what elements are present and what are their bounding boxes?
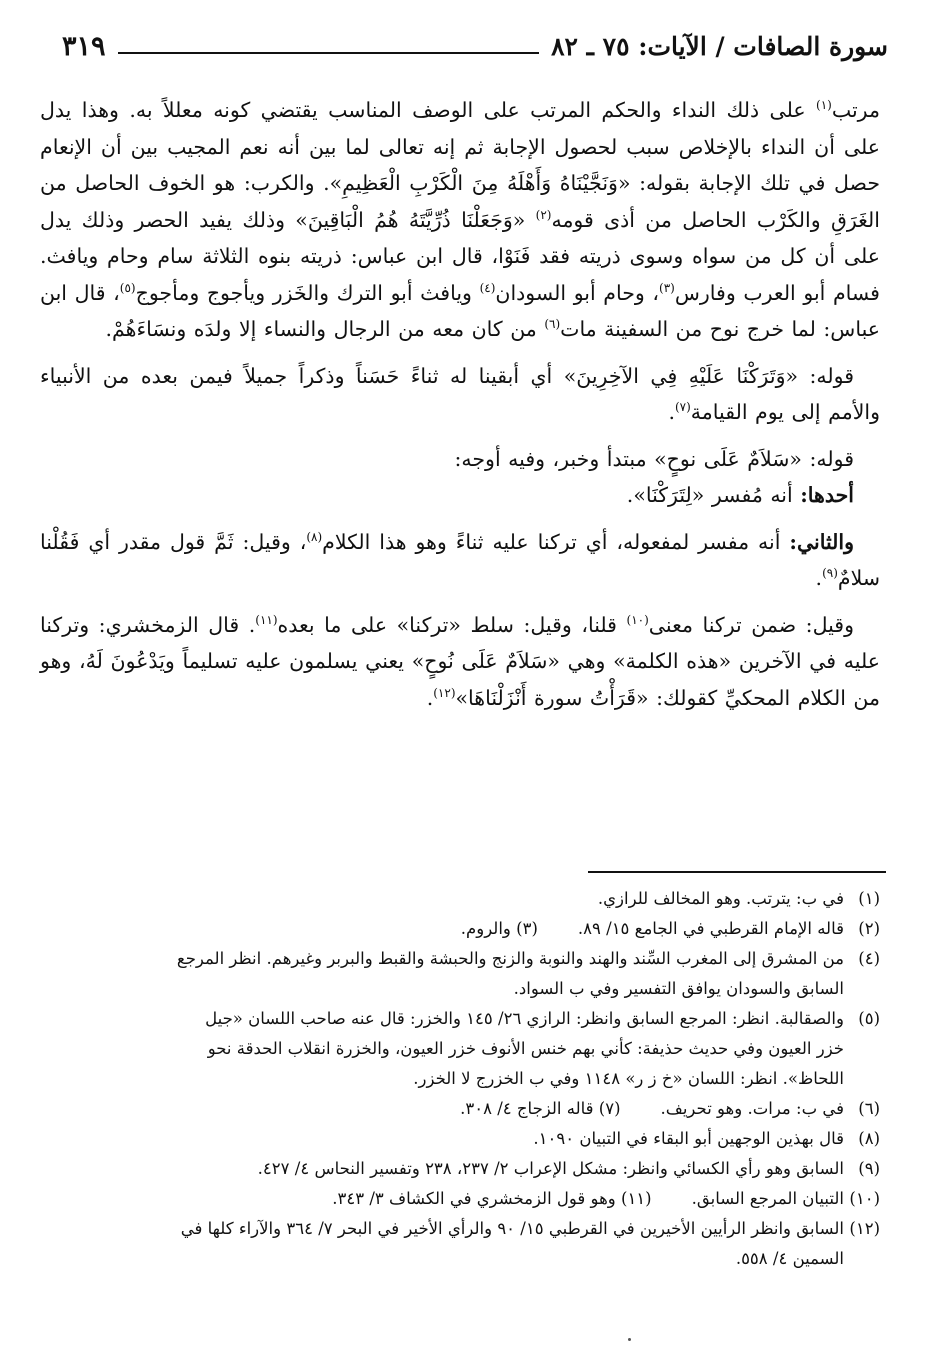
running-header: [62, 26, 888, 66]
text-run: .: [668, 400, 675, 424]
footnote-5-continued: اللحاظ». انظر: اللسان «خ ز ر» ١١٤٨ وفي ب الخزرج لا الخزر.: [413, 1069, 844, 1088]
paragraph-1: [40, 92, 880, 348]
footnote-text: والروم.: [460, 919, 511, 938]
text-run: من كان معه من الرجال والنساء إلا ولدَه ونسَاءَهُمْ.: [105, 317, 545, 341]
footnote-number: (٩): [858, 1159, 880, 1178]
footnote-6-7: [40, 1094, 880, 1124]
footnote-ref-2[interactable]: (٢): [535, 207, 552, 222]
footnote-text: في ب: يترتب. وهو المخالف للرازي.: [597, 889, 844, 908]
footnote-text: في ب: مرات. وهو تحريف.: [660, 1099, 844, 1118]
footnote-ref-10[interactable]: (١٠): [626, 612, 649, 627]
footnote-ref-1[interactable]: (١): [816, 98, 832, 113]
document-page: [40, 0, 888, 1372]
text-run: .: [815, 566, 823, 590]
footnote-2-3: [40, 914, 880, 944]
paragraph-4: [40, 477, 880, 514]
footnote-ref-8[interactable]: (٨): [306, 529, 323, 544]
footnote-number: (١٢): [849, 1219, 880, 1238]
text-run: قوله: «وَتَرَكْنَا عَلَيْهِ فِي الآخِرِينَ» أي أبقينا له ثناءً حَسَناً وذكراً جميلاً فيمن بعده من الأنبياء والأمم إلى يوم القيامة: [40, 363, 880, 424]
footnote-number: (١٠): [849, 1189, 880, 1208]
footnote-ref-3[interactable]: (٣): [659, 280, 675, 295]
footnote-text: قال بهذين الوجهين أبو البقاء في التبيان ١٠٩٠.: [533, 1129, 844, 1148]
text-run: على ذلك النداء والحكم المرتب على الوصف المناسب يقتضي كونه معللاً به.: [129, 98, 817, 122]
footnote-ref-4[interactable]: (٤): [479, 280, 496, 295]
footnote-4-continued: السابق والسودان يوافق التفسير وفي ب السواد.: [513, 979, 844, 998]
text-run: ويافث أبو الترك والخَزر ويأجوج ومأجوج: [135, 280, 480, 305]
footnote-5: [40, 1004, 880, 1034]
surah-title: سورة الصافات / الآيات: ٧٥ ـ ٨٢: [551, 31, 888, 61]
text-run: ، وقيل: ثَمَّ قول مقدر أي فَقُلْنا سلامٌ: [40, 529, 880, 590]
footnote-number: (١١): [621, 1189, 652, 1208]
paragraph-5: [40, 524, 880, 597]
footnote-text: السابق وانظر الرأيين الأخيرين في القرطبي ١٥/ ٩٠ والرأي الأخير في البحر ٧/ ٣٦٤ والآراء كلها في: [180, 1219, 844, 1238]
text-run: قوله: «سَلاَمٌ عَلَى نوحٍ» مبتدأ وخبر، وفيه أوجه:: [454, 446, 854, 471]
header-rule: [118, 52, 540, 54]
text-run: قلنا، وقيل: سلط «تركنا» على ما بعده: [277, 612, 627, 637]
footnote-text: التبيان المرجع السابق.: [691, 1189, 844, 1208]
footnote-number: (٦): [858, 1099, 880, 1118]
footnote-separator: [588, 871, 886, 873]
footnote-1: [40, 884, 880, 914]
main-text: [40, 92, 880, 716]
text-run: أنه مفسر لمفعوله، أي تركنا عليه ثناءً وهو هذا الكلام: [322, 529, 790, 554]
footnote-number: (٧): [598, 1099, 621, 1118]
print-speck: [628, 1338, 631, 1341]
footnote-12: [40, 1214, 880, 1244]
footnote-number: (٨): [858, 1129, 880, 1148]
text-run: .: [426, 685, 434, 710]
footnote-number: (٣): [516, 919, 538, 938]
text-run: وقيل: ضمن تركنا معنى: [648, 612, 854, 637]
footnote-9: [40, 1154, 880, 1184]
footnote-4: [40, 944, 880, 974]
footnote-ref-11[interactable]: (١١): [255, 612, 278, 627]
footnote-text: والصقالبة. انظر: المرجع السابق وانظر: الرازي ٢٦/ ١٤٥ والخزر: قال عنه صاحب اللسان «جيل: [205, 1009, 844, 1028]
footnote-pair: [40, 1184, 844, 1214]
footnote-ref-9[interactable]: (٩): [822, 566, 838, 581]
footnote-ref-12[interactable]: (١٢): [433, 685, 456, 700]
text-run: ، وحام أبو السودان: [495, 280, 660, 305]
text-run: ، قال ابن عباس: لما خرج نوح من السفينة مات: [40, 280, 880, 341]
text-run: «وَجَعَلْنَا ذُرِّيَّتَهُ هُمُ الْبَاقِينَ» وذلك يفيد الحصر وذلك يدل على أن كل من سواه وسوى ذريته فقد فَنَوْا، قال ابن عباس: ذريته بنوه الثلاثة سام وحام ويافث. فسام أبو العرب وفارس: [40, 207, 880, 305]
paragraph-6: [40, 607, 880, 717]
footnote-text: قاله الإمام القرطبي في الجامع ١٥/ ٨٩.: [577, 919, 844, 938]
text-run: . قال الزمخشري: وتركنا عليه في الآخرين «هذه الكلمة» وهي «سَلاَمٌ عَلَى نُوحٍ» يعني يسلمون عليه تسليماً ويَدْعُونَ لَهُ، وهو من الكلام المحكيِّ كقولك: «قَرَأْتُ سورة أَنْزَلْنَاهَا»: [40, 612, 880, 710]
footnote-5-continued: خزر العيون وفي حديث حذيفة: كأني بهم خنس الأنوف خزر العيون، والخزرة انقلاب الحدقة نحو: [207, 1039, 844, 1058]
section-label-first: أحدها:: [800, 483, 854, 507]
footnote-number: (٥): [858, 1009, 880, 1028]
footnote-text: السابق وهو رأي الكسائي وانظر: مشكل الإعراب ٢/ ٢٣٧، ٢٣٨ وتفسير النحاس ٤/ ٤٢٧.: [257, 1159, 844, 1178]
footnotes: [40, 884, 880, 1274]
paragraph-2: [40, 358, 880, 431]
footnote-text: قاله الزجاج ٤/ ٣٠٨.: [460, 1099, 594, 1118]
section-label-second: والثاني:: [789, 529, 855, 554]
footnote-ref-7[interactable]: (٧): [674, 400, 691, 415]
footnote-pair: [40, 1094, 844, 1124]
footnote-text: من المشرق إلى المغرب السِّند والهند والنوبة والزنج والحبشة والقبط والبربر وغيرهم. انظر المرجع: [176, 949, 844, 968]
footnote-number: (٢): [858, 919, 880, 938]
text-run: مرتب: [831, 98, 880, 122]
footnote-text: وهو قول الزمخشري في الكشاف ٣/ ٣٤٣.: [332, 1189, 616, 1208]
footnote-number: (٤): [858, 949, 880, 968]
footnote-10-11: [40, 1184, 880, 1214]
text-run: وهذا يدل على أن النداء بالإخلاص سبب لحصول الإجابة ثم إنه تعالى لما بين أنه نعم المجيب بين أن الإنعام حصل في تلك الإجابة بقوله: «وَنَجَّيْنَاهُ وَأَهْلَهُ مِنَ الْكَرْبِ الْعَظِيمِ». والكرب: هو الخوف الحاصل من الغَرَقِ والكَرْب الحاصل من أذى قومه: [40, 98, 880, 232]
footnote-8: [40, 1124, 880, 1154]
footnote-ref-5[interactable]: (٥): [119, 280, 136, 295]
footnote-ref-6[interactable]: (٦): [544, 317, 561, 332]
footnote-number: (١): [858, 889, 880, 908]
footnote-12-continued: السمين ٤/ ٥٥٨.: [735, 1249, 844, 1268]
page-number: ٣١٩: [62, 30, 106, 62]
paragraph-3: [40, 441, 880, 478]
footnote-pair: [40, 914, 844, 944]
text-run: أنه مُفسر «لِتَرَكْنَا».: [626, 483, 801, 507]
